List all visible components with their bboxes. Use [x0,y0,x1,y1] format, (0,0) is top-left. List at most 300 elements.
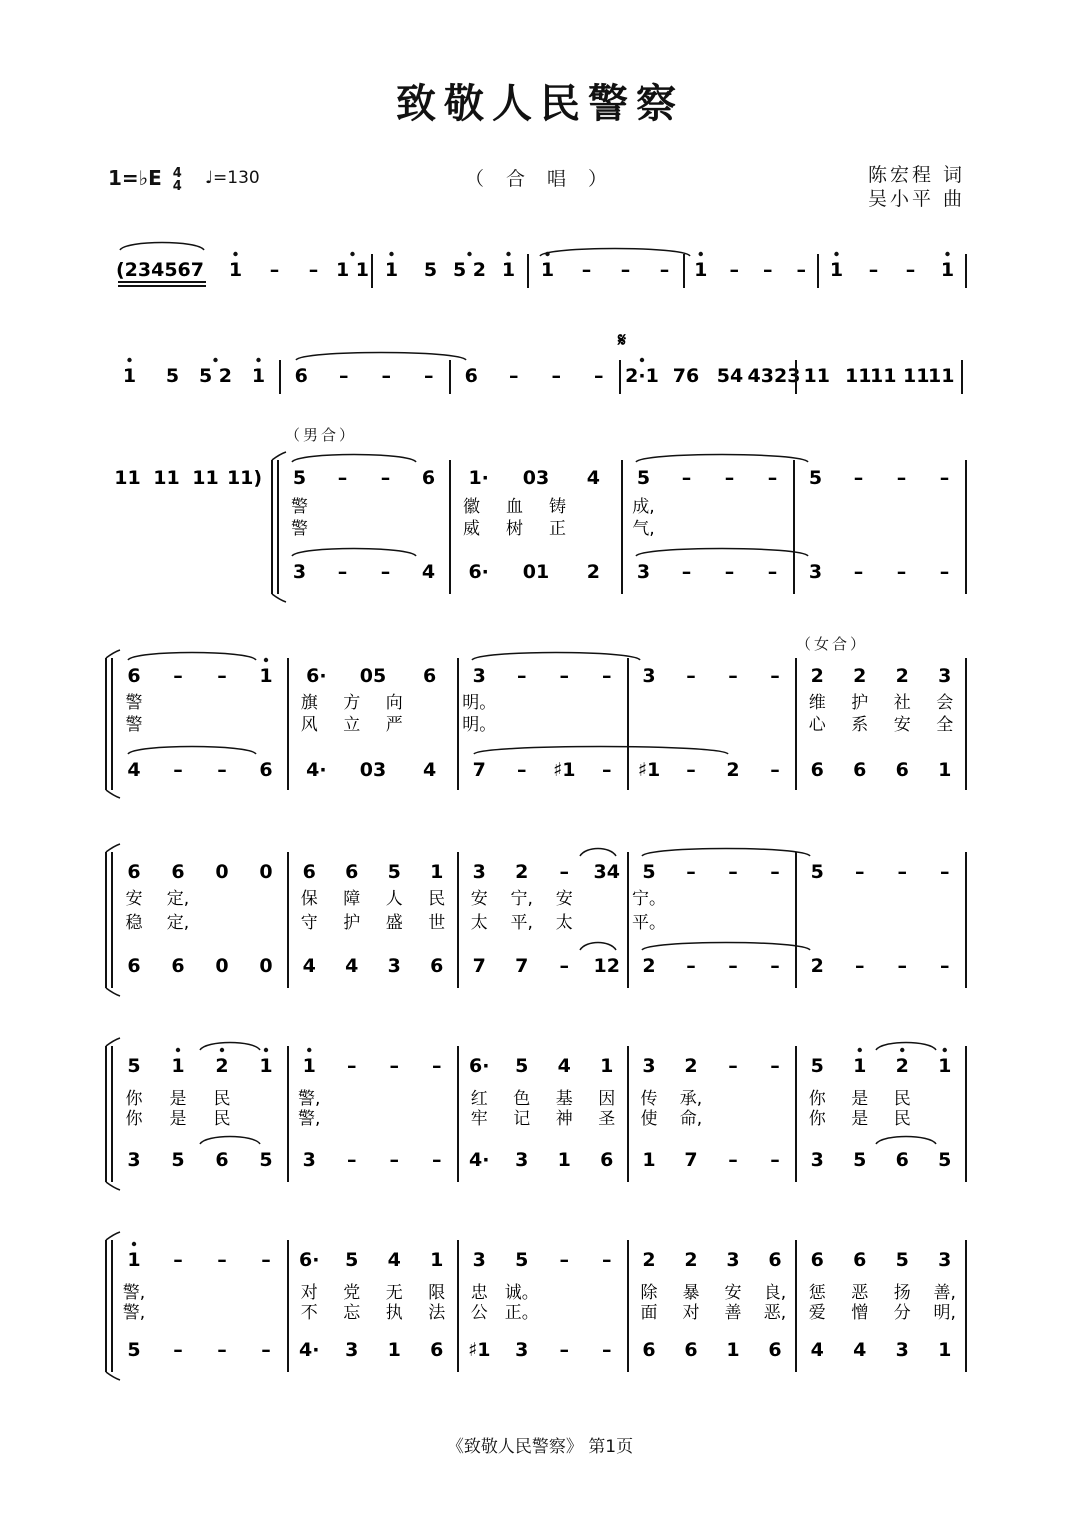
sys5-verse2-lyric: 平, [510,913,533,933]
sys2-note: 6 [464,365,478,387]
sys6-verse1-lyric: 你 [125,1089,143,1109]
sys3-upper-note: 03 [522,467,550,489]
sys3-lower-note: – [681,561,692,583]
sys7-lower-note: – [217,1339,227,1361]
sys4-lower-note: ♯1 [637,759,661,781]
sys6-verse1-lyric: 你 [808,1089,826,1109]
sys2-note: 6 [294,365,308,387]
key-label: 1=♭E [108,166,162,190]
sys5-verse1-lyric: 保 [300,889,318,909]
sys7-lower-note: 1 [726,1339,740,1361]
sys7-lower-note: 6 [768,1339,782,1361]
sys5-verse2-lyric: 定, [166,913,190,933]
female-chorus-label: （女合） [796,635,869,653]
sys5-lower-note: 0 [215,955,229,977]
sys6-upper-note: 2 [684,1055,698,1077]
sys5-verse1-lyric: 宁, [510,889,533,909]
sys1-note: 1 1 [335,259,370,281]
sys4-lower-tie [128,747,256,755]
sys5-upper-note: 5 [810,861,824,883]
sys7-upper-note: – [217,1249,227,1271]
sys4-lower-note: 6 [853,759,867,781]
sys5-upper-note: – [728,861,738,883]
sys6-lower-note: 3 [127,1149,141,1171]
sys4-upper-note: 6 [127,665,141,687]
sys3-verse1-lyric: 徽 [463,497,480,517]
sys3-upper-note: 1· [468,467,489,489]
sys7-upper-note: 2 [642,1249,656,1271]
sys5-upper-note: 2 [515,861,529,883]
sys1-note-high-dot [506,252,510,256]
sys1-note: 1 [501,259,516,281]
sys5-upper-note: 34 [593,861,620,883]
sys6-verse1-lyric: 色 [513,1089,531,1109]
sys2-tie [296,353,466,361]
lyricist-credit: 陈宏程 词 [868,164,966,186]
sys7-upper-note: 3 [938,1249,952,1271]
sys4-lower-note: 2 [726,759,740,781]
sys6-upper-note: 4 [557,1055,571,1077]
sys2-note: 1 [122,365,137,387]
sys3-lower-note: 3 [808,561,823,583]
sys7-verse2-lyric: 公 [470,1303,488,1323]
sys6-upper-note: 1 [259,1055,273,1077]
male-chorus-label: （男合） [285,426,358,444]
sys4-lower-note: – [602,759,612,781]
sys5-upper-note: 6 [345,861,359,883]
sys4-lower-note: – [686,759,696,781]
sys3-lower-note: – [853,561,864,583]
sys2-note: 11 11 [870,365,930,387]
sys7-lower-note: 4 [853,1339,867,1361]
segno-mark: 𝄋 [617,329,627,351]
page-title: 致敬人民警察 [396,80,684,127]
sys6-verse1-lyric: 承, [679,1089,703,1109]
sys5-lower-note: 3 [387,955,401,977]
sys6-lower-note: – [389,1149,399,1171]
sys6-lower-note: – [347,1149,357,1171]
sys4-upper-note-high-dot [264,658,268,662]
sys6-lower-note: – [432,1149,442,1171]
sys2-note: 1 [251,365,266,387]
sys5-lower-note: – [770,955,780,977]
sys4-lower-note: – [217,759,227,781]
sys6-lower-note: 7 [684,1149,698,1171]
sys7-upper-note: – [261,1249,271,1271]
sys5-upper-note: 6 [127,861,141,883]
sys7-lower-note: 5 [127,1339,141,1361]
sys7-verse2-lyric: 不 [300,1303,318,1323]
sys7-lower-note: 1 [938,1339,952,1361]
sys5-upper-note: 0 [215,861,229,883]
sys1-note: – [905,259,916,281]
sys6-upper-note-high-dot [858,1048,862,1052]
sys6-lower-note: – [728,1149,738,1171]
sys5-verse1-lyric: 民 [428,889,446,909]
sys7-upper-note: 6· [299,1249,320,1271]
sys1-note: 1 [384,259,399,281]
sys6-verse2-lyric: 警, [298,1109,321,1129]
sys4-upper-note: – [517,665,527,687]
sys3-lead-note: 11) [226,467,263,489]
sys4-verse2-lyric: 全 [936,715,954,735]
sys3-lower-note: – [939,561,950,583]
sys5-lower-note: 7 [472,955,486,977]
sys4-bracket-bottom [106,790,120,798]
sys1-note-high-dot [233,252,237,256]
sys7-lower-note: – [173,1339,183,1361]
sys6-verse2-lyric: 使 [640,1109,658,1129]
sys7-verse1-lyric: 除 [640,1283,658,1303]
sys7-verse1-lyric: 诚。 [504,1283,539,1303]
sys4-upper-note: 2 [853,665,867,687]
sys4-upper-note: 6· [306,665,327,687]
sys2-note: – [551,365,561,387]
sys5-upper-note: – [940,861,950,883]
sys5-lower-note: – [940,955,950,977]
sys6-lower-note: 3 [515,1149,529,1171]
sys5-lower-note: – [728,955,738,977]
sys2-note: 76 [672,365,700,387]
sys6-lower-note: 1 [557,1149,571,1171]
sys2-note: 11 [803,365,830,387]
sys3-lower-note: – [767,561,778,583]
sys6-lower-note: 4· [469,1149,490,1171]
sys6-upper-note-high-dot [900,1048,904,1052]
sys7-lower-note: – [602,1339,612,1361]
sys6-verse1-lyric: 红 [470,1089,488,1109]
sys6-verse2-lyric: 命, [679,1109,703,1129]
sys1-note: – [868,259,879,281]
sys6-lower-note: 6 [895,1149,909,1171]
sys6-verse2-lyric: 是 [169,1109,187,1129]
sys3-upper-tie [292,455,416,463]
sys4-lower-note: – [173,759,183,781]
sys7-verse2-lyric: 法 [428,1303,446,1323]
sys6-upper-slur2 [876,1043,936,1051]
sys7-verse1-lyric: 无 [385,1283,403,1303]
sys5-upper-note: 6 [302,861,316,883]
sys4-upper-note: – [686,665,696,687]
sys6-lower-note: 5 [938,1149,952,1171]
sys4-lower-note: 4· [306,759,327,781]
sys1-note: 1 [540,259,555,281]
sys5-upper-note: – [686,861,696,883]
sys7-upper-note: 5 [345,1249,359,1271]
sys3-upper-note: – [681,467,692,489]
sys7-upper-note-high-dot [132,1242,136,1246]
sys4-verse1-lyric: 明。 [462,693,497,713]
sys6-verse2-lyric: 神 [555,1109,573,1129]
sys3-upper-tie2 [636,455,808,463]
sys5-lower-note: 6 [430,955,444,977]
sys3-bracket-bottom [272,594,286,602]
intro-notes: (234567 [115,259,205,281]
sys7-verse1-lyric: 警, [122,1283,146,1303]
sys7-verse1-lyric: 惩 [808,1283,826,1303]
sys3-bracket-top [272,452,286,460]
sys5-verse2-lyric: 太 [470,913,488,933]
sys2-note: 5 [165,365,180,387]
sys1-note: 5 [423,259,438,281]
sys7-lower-note: – [261,1339,271,1361]
sys3-verse2-lyric: 警 [291,519,308,539]
sys6-upper-note: 5 [515,1055,529,1077]
sys2-note: 11 [845,365,872,387]
sys7-lower-note: 6 [684,1339,698,1361]
sys7-verse2-lyric: 面 [640,1303,658,1323]
sys7-lower-note: 4 [810,1339,824,1361]
sys7-upper-note: – [173,1249,183,1271]
sys3-lower-tie2 [636,549,808,557]
sys3-upper-note: – [767,467,778,489]
sys6-verse1-lyric: 民 [893,1089,911,1109]
sys6-verse1-lyric: 是 [851,1089,869,1109]
sys5-upper-note: – [770,861,780,883]
sys5-upper-note: 5 [387,861,401,883]
sys6-upper-note-high-dot [176,1048,180,1052]
sys6-verse2-lyric: 民 [893,1109,911,1129]
sys5-upper-note: 3 [472,861,486,883]
sys1-note: – [620,259,631,281]
sys5-lower-slur [580,943,616,951]
sys7-upper-note: 1 [430,1249,444,1271]
sys4-verse2-lyric: 安 [893,715,911,735]
sys4-verse1-lyric: 维 [808,693,826,713]
sys6-upper-note: 5 [810,1055,824,1077]
sys4-upper-note: – [559,665,569,687]
sys3-lower-tie [292,549,416,557]
sys2-note-high-dot [256,358,260,362]
sys7-lower-note: ♯1 [468,1339,491,1361]
intro-tuplet-arc [120,243,204,251]
sys4-upper-note: – [602,665,612,687]
sys6-upper-note-high-dot [307,1048,311,1052]
sys1-note: – [729,259,739,281]
sys7-upper-note: 3 [726,1249,740,1271]
sys6-upper-note: – [389,1055,399,1077]
sys6-verse2-lyric: 牢 [470,1109,488,1129]
sys5-verse1-lyric: 宁。 [632,889,666,909]
sys1-note-high-dot [834,252,838,256]
sys7-lower-note: 3 [345,1339,359,1361]
sys3-upper-note: 4 [586,467,600,489]
sys7-verse2-lyric: 明, [933,1303,956,1323]
sys1-note: – [796,259,806,281]
sys7-lower-note: 6 [430,1339,444,1361]
sys3-upper-note: – [724,467,735,489]
sys6-upper-note: 2 [895,1055,909,1077]
sys4-lower-note: 4 [423,759,437,781]
sys4-lower-note: 6 [259,759,273,781]
sys4-lower-note: ♯1 [553,759,576,781]
sys5-upper-tie [642,849,810,857]
sys5-verse1-lyric: 安 [470,889,488,909]
sys2-note: 11 [928,365,955,387]
sys5-verse2-lyric: 盛 [385,913,403,933]
sys4-upper-note: – [770,665,780,687]
sys4-verse1-lyric: 警 [125,693,143,713]
sys7-upper-note: 2 [684,1249,698,1271]
sys5-verse2-lyric: 世 [428,913,446,933]
sys4-verse1-lyric: 旗 [300,693,318,713]
sys4-verse2-lyric: 心 [808,715,826,735]
sys6-lower-slur [200,1137,260,1145]
sys3-lead-note: 11 [192,467,219,489]
sys3-upper-note: – [939,467,950,489]
sys2-note: 2·1 [625,365,659,387]
sys4-upper-note: 3 [472,665,486,687]
sys6-upper-note: 6· [469,1055,490,1077]
sys2-note-high-dot [640,358,644,362]
sys5-bracket-bottom [106,988,120,996]
sys3-verse1-lyric: 警 [291,497,308,517]
sys5-verse2-lyric: 守 [300,913,318,933]
sys5-bracket-top [106,844,120,852]
sys3-lead-note: 11 [114,467,141,489]
sys6-verse1-lyric: 是 [169,1089,187,1109]
sys4-upper-note: 2 [810,665,824,687]
sys4-verse1-lyric: 方 [343,693,361,713]
sys6-verse2-lyric: 你 [125,1109,143,1129]
sys6-upper-note: 3 [642,1055,656,1077]
sys4-verse1-lyric: 护 [851,693,869,713]
sys2-note: – [509,365,519,387]
sys3-verse1-lyric: 血 [506,497,523,517]
sys6-verse2-lyric: 民 [213,1109,231,1129]
sys7-verse1-lyric: 党 [343,1283,361,1303]
sys5-verse1-lyric: 安 [125,889,143,909]
sys3-lead-note: 11 [153,467,180,489]
sys1-note-high-dot [945,252,949,256]
sys5-lower-note: 12 [593,955,620,977]
sys7-verse1-lyric: 良, [763,1283,787,1303]
sys4-upper-note: – [217,665,227,687]
composer-credit: 吴小平 曲 [868,188,966,210]
sys6-lower-note: 6 [215,1149,229,1171]
sys4-upper-tie2 [472,653,640,661]
sys5-upper-note: – [855,861,865,883]
sys4-lower-note: 6 [810,759,824,781]
sys4-bracket-top [106,650,120,658]
sys3-verse1-lyric: 铸 [549,497,566,517]
sys4-verse2-lyric: 警 [125,715,143,735]
sys5-verse1-lyric: 安 [555,889,573,909]
sys6-upper-note: – [432,1055,442,1077]
sys1-note-high-dot [467,252,471,256]
sys5-verse2-lyric: 护 [343,913,361,933]
sys5-lower-note: 7 [515,955,529,977]
sys4-verse1-lyric: 向 [385,693,403,713]
sys3-lower-note: – [724,561,735,583]
tempo-mark: ♩=130 [205,168,260,188]
sys6-lower-note: 5 [853,1149,867,1171]
sys6-lower-note: 5 [259,1149,273,1171]
sys5-verse1-lyric: 障 [343,889,361,909]
sys7-upper-note: 3 [472,1249,486,1271]
sys6-verse2-lyric: 是 [851,1109,869,1129]
sys7-verse2-lyric: 恶, [763,1303,787,1323]
sys3-upper-note: 5 [636,467,651,489]
sys7-verse2-lyric: 爱 [808,1303,826,1323]
sys5-upper-note: 1 [430,861,444,883]
time-top: 4 [172,165,182,181]
sys5-verse2-lyric: 平。 [632,913,666,933]
sys2-note-high-dot [127,358,131,362]
sys3-lower-note: 3 [292,561,307,583]
sys1-note: 1 [940,259,955,281]
sys6-lower-note: 3 [302,1149,316,1171]
sys6-verse2-lyric: 圣 [598,1109,616,1129]
sys3-lower-note: 4 [421,561,436,583]
sys3-lower-note: 01 [522,561,550,583]
sys7-verse1-lyric: 暴 [682,1283,700,1303]
sys2-note: – [381,365,391,387]
sys6-upper-note-high-dot [943,1048,947,1052]
sys3-verse2-lyric: 树 [506,519,523,539]
sys6-upper-note: – [770,1055,780,1077]
sys2-note: – [339,365,349,387]
sys3-upper-note: – [380,467,391,489]
sys6-upper-note-high-dot [220,1048,224,1052]
sys4-lower-note: 1 [938,759,952,781]
sys2-note: 54 [716,365,744,387]
sys4-verse2-lyric: 风 [300,715,318,735]
sys7-upper-note: – [602,1249,612,1271]
sys6-upper-note: – [347,1055,357,1077]
sys5-upper-note: – [559,861,569,883]
sys7-verse2-lyric: 正。 [504,1303,539,1323]
sys5-lower-note: 6 [171,955,185,977]
sys7-verse1-lyric: 安 [724,1283,742,1303]
sys5-verse1-lyric: 人 [385,889,403,909]
sys4-upper-note: 3 [642,665,656,687]
sys3-verse2-lyric: 威 [463,519,480,539]
sys7-upper-note: 1 [127,1249,141,1271]
sys4-upper-note: – [728,665,738,687]
sys6-upper-note: – [728,1055,738,1077]
sys7-upper-note: 6 [810,1249,824,1271]
sys3-upper-note: – [853,467,864,489]
sys4-lower-note: 03 [359,759,387,781]
sys2-note: – [594,365,604,387]
sys4-verse1-lyric: 社 [893,693,911,713]
sys7-lower-note: 1 [387,1339,401,1361]
sys6-upper-note: 5 [127,1055,141,1077]
sys1-note-high-dot [389,252,393,256]
sys4-verse1-lyric: 会 [936,693,954,713]
sys6-lower-note: 1 [642,1149,656,1171]
sys3-upper-note: – [896,467,907,489]
sys7-bracket-bottom [106,1372,120,1380]
sys4-upper-note: 2 [895,665,909,687]
sys3-verse1-lyric: 成, [632,497,655,517]
sys6-verse1-lyric: 民 [213,1089,231,1109]
sys7-verse1-lyric: 忠 [470,1283,488,1303]
sys7-upper-note: 5 [895,1249,909,1271]
sys6-upper-note: 2 [215,1055,229,1077]
sys6-verse1-lyric: 因 [598,1089,616,1109]
sys7-verse1-lyric: 限 [428,1283,446,1303]
sys1-note: 1 [694,259,708,281]
sys4-verse2-lyric: 系 [851,715,869,735]
time-bottom: 4 [172,178,182,194]
sys5-upper-note: 0 [259,861,273,883]
page-footer: 《致敬人民警察》 第1页 [446,1437,634,1457]
sys7-lower-note: 3 [895,1339,909,1361]
sys5-lower-note: 6 [127,955,141,977]
subtitle: （ 合 唱 ） [464,168,616,190]
